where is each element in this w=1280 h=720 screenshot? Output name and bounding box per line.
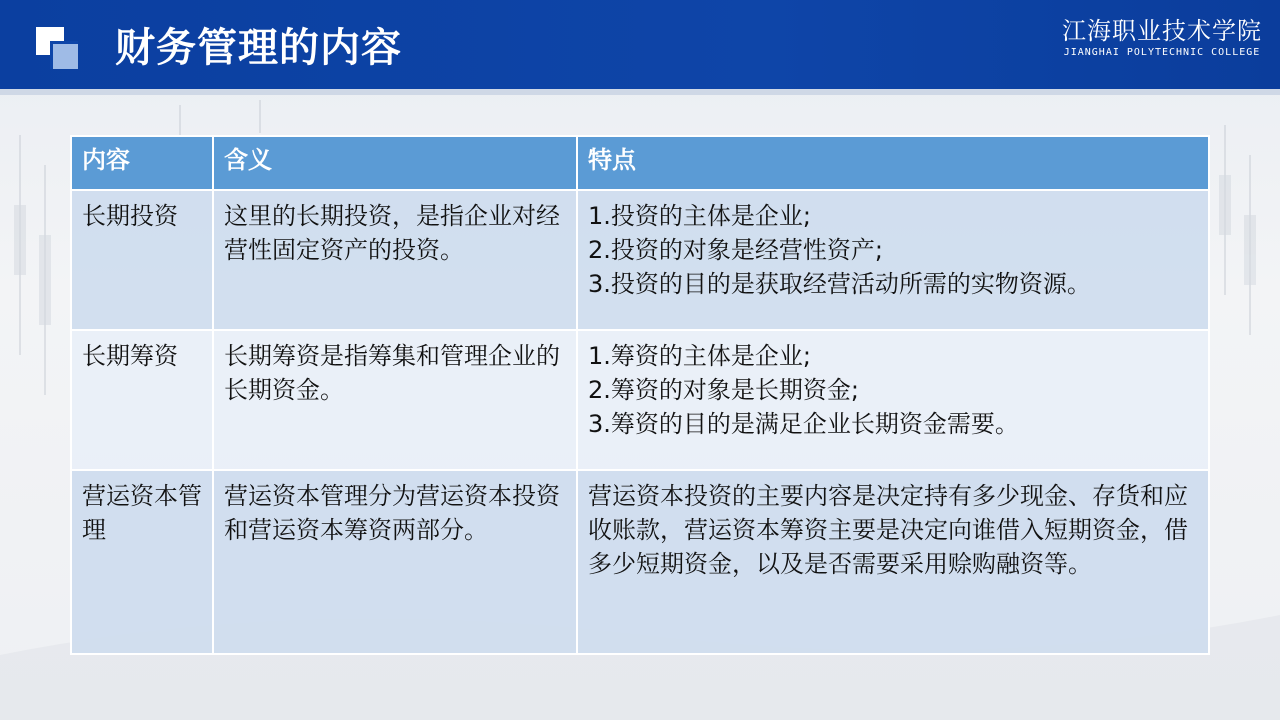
row-name: 长期筹资 xyxy=(71,330,213,470)
row-features xyxy=(577,330,1209,470)
logo-squares-icon xyxy=(36,27,78,69)
page-title: 财务管理的内容 xyxy=(115,25,402,71)
feature-line: 1.投资的主体是企业; xyxy=(588,202,811,230)
feature-line: 3.筹资的目的是满足企业长期资金需要。 xyxy=(588,410,1019,438)
header-divider xyxy=(0,89,1280,95)
feature-line: 营运资本投资的主要内容是决定持有多少现金、存货和应收账款，营运资本筹资主要是决定向谁借入短期资金，借多少短期资金，以及是否需要采用赊购融资等。 xyxy=(588,482,1188,578)
row-meaning: 长期筹资是指筹集和管理企业的长期资金。 xyxy=(213,330,577,470)
row-name: 长期投资 xyxy=(71,190,213,330)
table-header-row xyxy=(71,136,1209,190)
feature-line: 1.筹资的主体是企业; xyxy=(588,342,811,370)
school-name-en: JIANGHAI POLYTECHNIC COLLEGE xyxy=(1063,47,1261,58)
feature-line: 3.投资的目的是获取经营活动所需的实物资源。 xyxy=(588,270,1091,298)
row-features xyxy=(577,470,1209,654)
row-meaning: 这里的长期投资，是指企业对经营性固定资产的投资。 xyxy=(213,190,577,330)
header-cell-content: 内容 xyxy=(71,136,213,190)
row-features xyxy=(577,190,1209,330)
table-row xyxy=(71,330,1209,470)
feature-line: 2.投资的对象是经营性资产; xyxy=(588,236,883,264)
school-name-cn: 江海职业技术学院 xyxy=(1062,17,1262,45)
feature-line: 2.筹资的对象是长期资金; xyxy=(588,376,859,404)
header-cell-features: 特点 xyxy=(577,136,1209,190)
school-logo xyxy=(1062,16,1262,60)
row-name: 营运资本管理 xyxy=(71,470,213,654)
table-row xyxy=(71,470,1209,654)
row-meaning: 营运资本管理分为营运资本投资和营运资本筹资两部分。 xyxy=(213,470,577,654)
content-table xyxy=(70,135,1210,655)
header-cell-meaning: 含义 xyxy=(213,136,577,190)
table-row xyxy=(71,190,1209,330)
slide-header xyxy=(0,0,1280,89)
